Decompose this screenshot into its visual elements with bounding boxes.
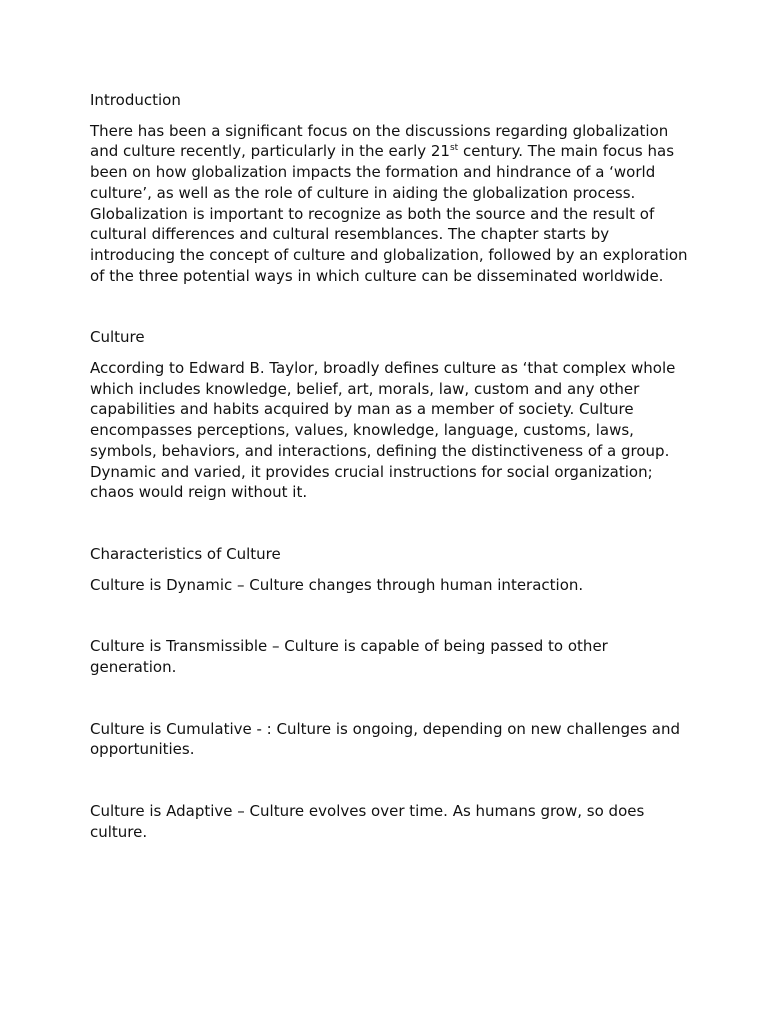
introduction-heading: Introduction bbox=[90, 91, 181, 109]
document-page bbox=[90, 90, 690, 843]
introduction-text-part2: century. The main focus has been on how globalization impacts the formation and hindrance of a ‘world culture’, as well as the role of culture in aiding the globalization process. Globalization is important to recognize as both the source and the result of cultural differences and cultural resemblances. The chapter starts by introducing the concept of culture and globalization, followed by an exploration of the three potential ways in which culture can be disseminated worldwide. bbox=[90, 142, 688, 285]
characteristic-item-dynamic: Culture is Dynamic – Culture changes through human interaction. bbox=[90, 575, 584, 594]
ordinal-suffix: st bbox=[449, 143, 459, 154]
culture-paragraph: According to Edward B. Taylor, broadly defines culture as ‘that complex whole which includes knowledge, belief, art, morals, law, custom and any other capabilities and habits acquired by man as a member of society. Culture encompasses perceptions, values, knowledge, language, customs, laws, symbols, behaviors, and interactions, defining the distinctiveness of a group. Dynamic and varied, it provides crucial instructions for social organization; chaos would reign without it. bbox=[90, 359, 676, 502]
introduction-paragraph bbox=[90, 121, 690, 287]
characteristic-item-adaptive: Culture is Adaptive – Culture evolves over time. As humans grow, so does culture. bbox=[90, 802, 645, 841]
introduction-text-part1: There has been a significant focus on the discussions regarding globalization and culture recently, particularly in the early 21 bbox=[90, 121, 669, 161]
culture-heading: Culture bbox=[90, 328, 145, 347]
characteristic-item-cumulative: Culture is Cumulative - : Culture is ongoing, depending on new challenges and opportunities. bbox=[90, 719, 681, 759]
characteristics-heading: Characteristics of Culture bbox=[90, 544, 281, 563]
characteristic-item-transmissible: Culture is Transmissible – Culture is capable of being passed to other generation. bbox=[90, 637, 608, 677]
